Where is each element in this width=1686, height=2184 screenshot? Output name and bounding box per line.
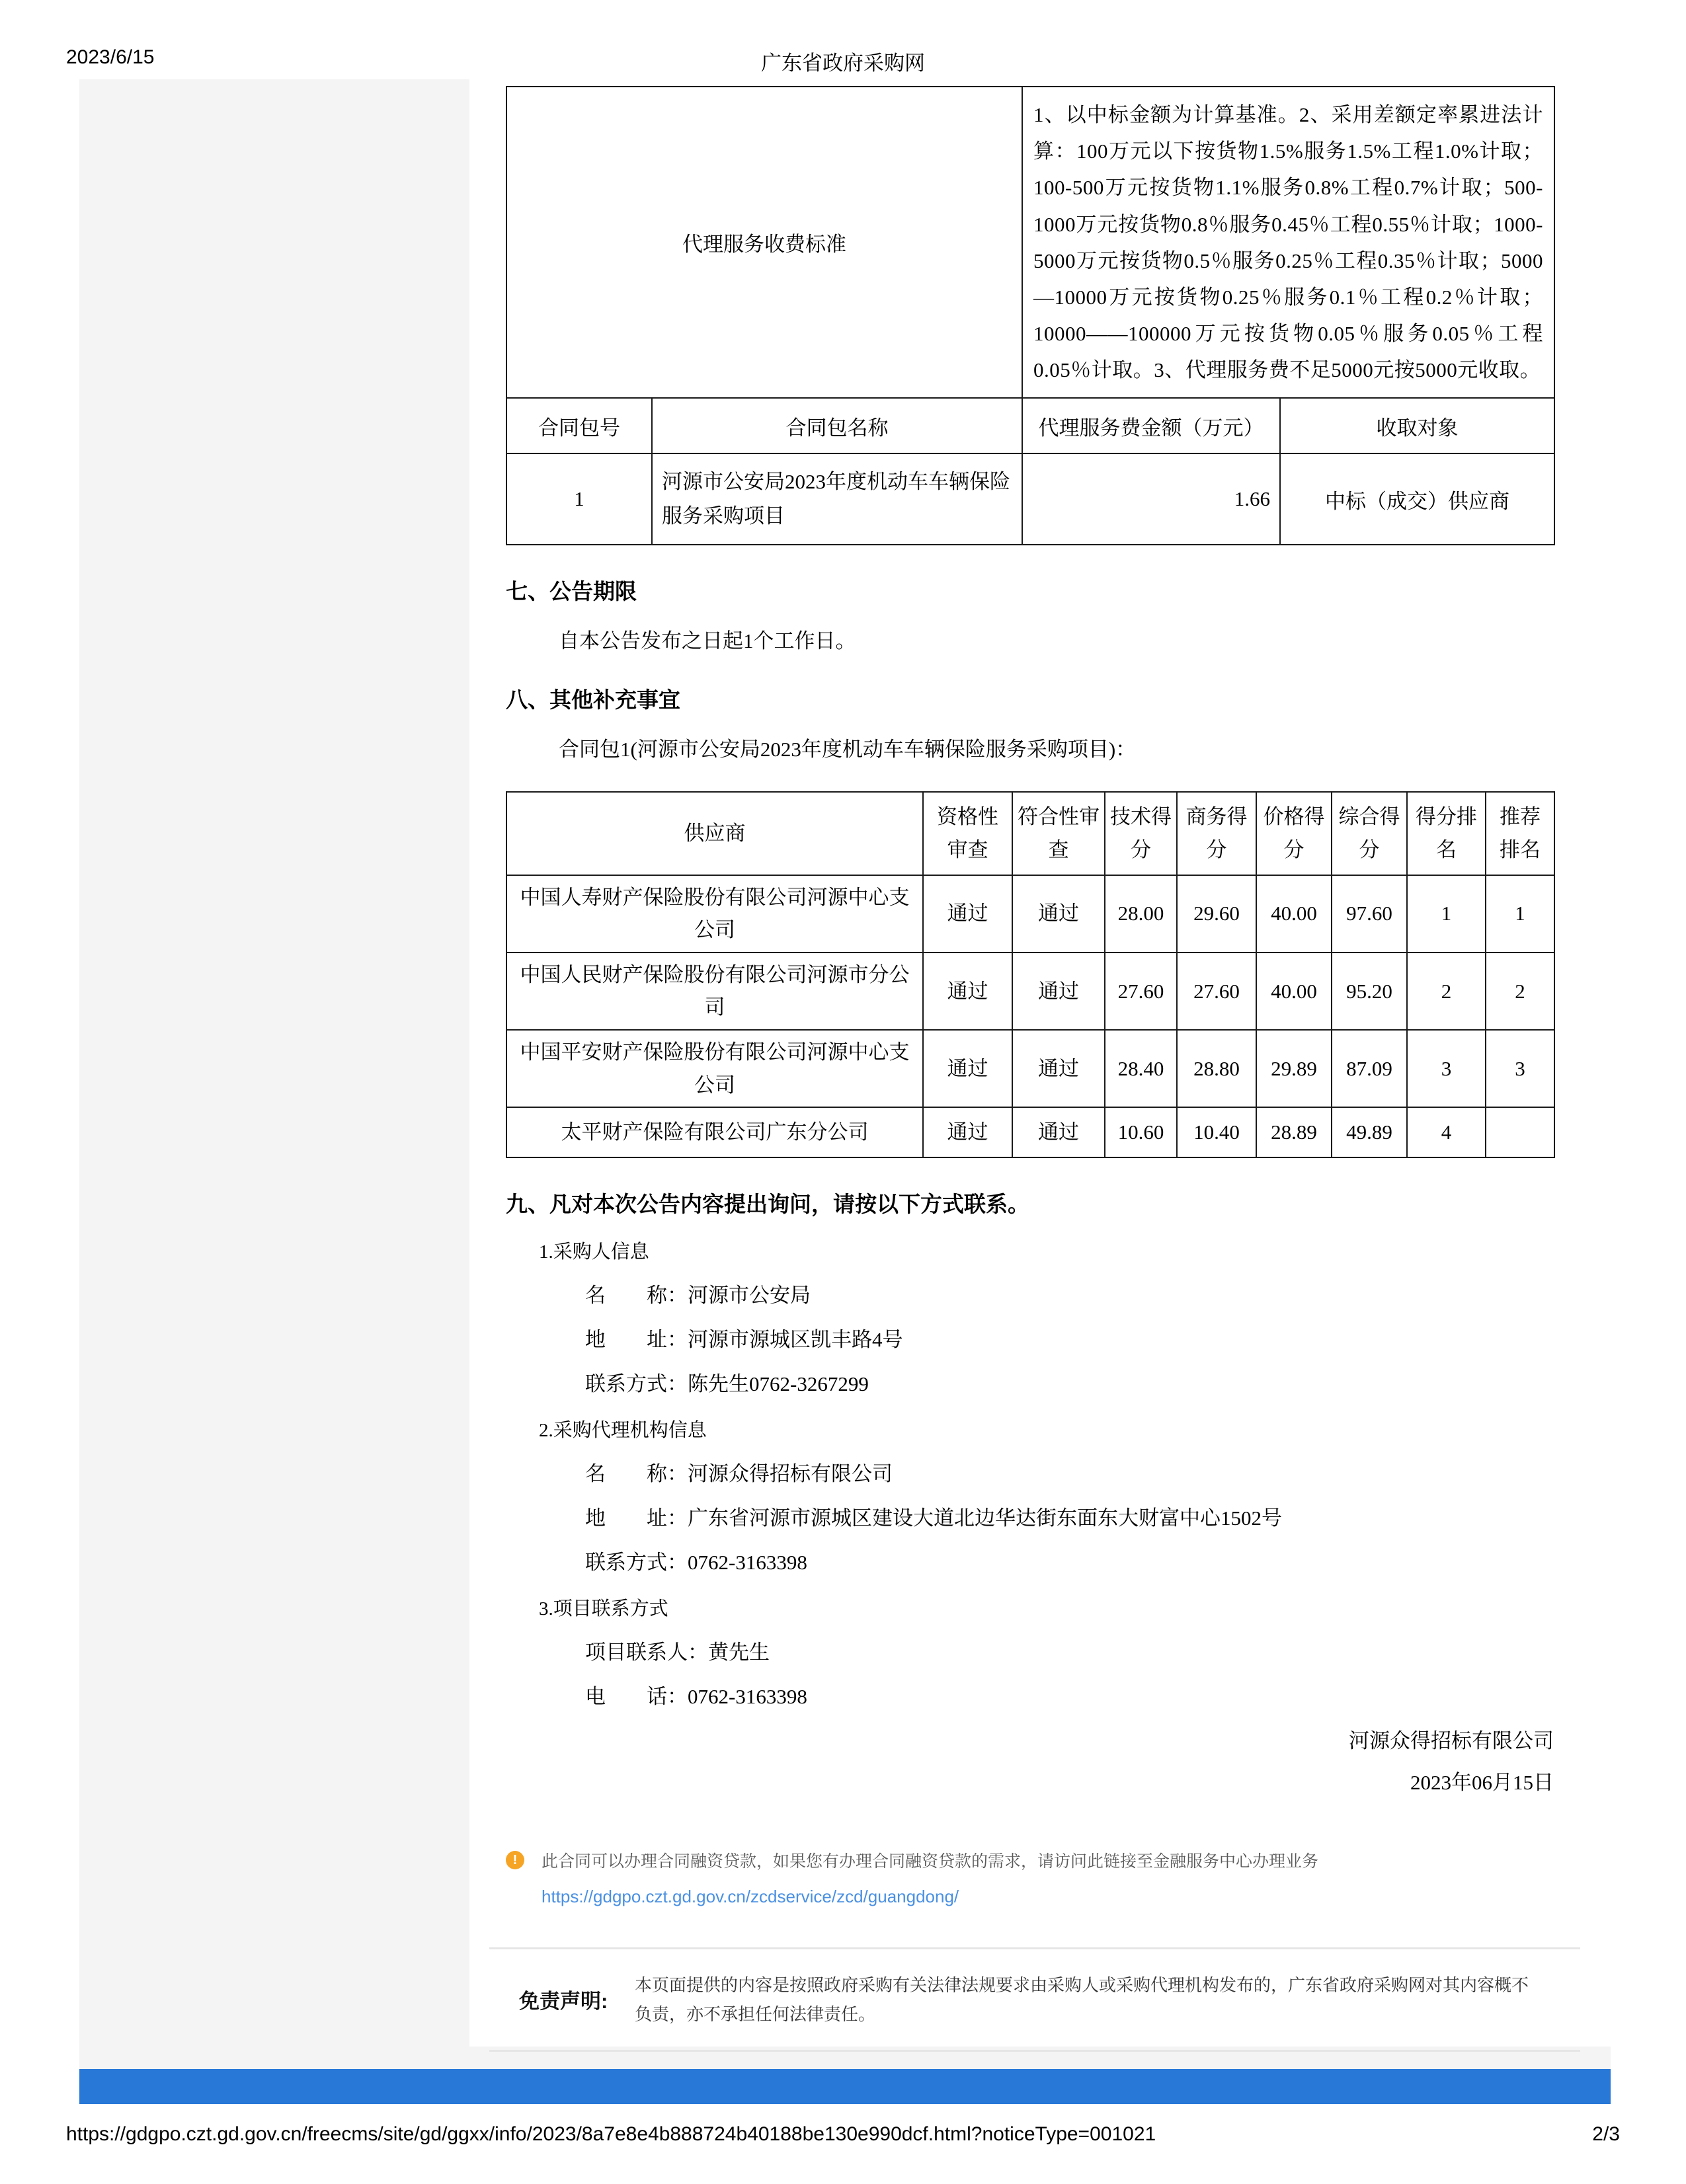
- score-cell: 通过: [1012, 1107, 1105, 1157]
- score-cell: 28.00: [1105, 875, 1177, 953]
- score-cell: 87.09: [1332, 1030, 1407, 1107]
- score-cell: [1486, 1107, 1554, 1157]
- footer-blue-bar: [79, 2069, 1611, 2104]
- agency-address: 地 址：广东省河源市源城区建设大道北边华达街东面东大财富中心1502号: [585, 1506, 1282, 1530]
- column-header: 收取对象: [1280, 398, 1554, 453]
- agency-info-title: 2.采购代理机构信息: [539, 1419, 707, 1441]
- section-9-title: 九、凡对本次公告内容提出询问，请按以下方式联系。: [506, 1192, 1029, 1217]
- signature-date: 2023年06月15日: [1410, 1770, 1554, 1794]
- fee-standard-label: 代理服务收费标准: [506, 87, 1022, 398]
- package-name-cell: 河源市公安局2023年度机动车车辆保险服务采购项目: [652, 453, 1022, 545]
- score-cell: 40.00: [1256, 875, 1332, 953]
- score-cell: 29.89: [1256, 1030, 1332, 1107]
- agency-name: 名 称：河源众得招标有限公司: [585, 1462, 893, 1485]
- score-cell: 通过: [923, 1030, 1012, 1107]
- signature-company: 河源众得招标有限公司: [1349, 1729, 1554, 1752]
- agency-contact: 联系方式：0762-3163398: [585, 1550, 807, 1574]
- score-cell: 通过: [923, 875, 1012, 953]
- score-cell: 2: [1407, 953, 1486, 1030]
- print-header-date: 2023/6/15: [66, 46, 155, 68]
- column-header: 价格得分: [1256, 792, 1332, 875]
- fee-amount-cell: 1.66: [1022, 453, 1280, 545]
- fee-standard-text: 1、以中标金额为计算基准。2、采用差额定率累进法计算：100万元以下按货物1.5%服务1.5%工程1.0%计取；100-500万元按货物1.1%服务0.8%工程0.7%计取；500-1000万元按货物0.8％服务0.45％工程0.55％计取；1000-5000万元按货物0.5％服务0.25％工程0.35％计取；5000—10000万元按货物0.25％服务0.1％工程0.2％计取；10000——100000万元按货物0.05％服务0.05％工程0.05％计取。3、代理服务费不足5000元按5000元收取。: [1022, 87, 1554, 398]
- column-header: 得分排名: [1407, 792, 1486, 875]
- table-row: [506, 1030, 1554, 1107]
- score-cell: 4: [1407, 1107, 1486, 1157]
- score-cell: 1: [1407, 875, 1486, 953]
- fee-payer-cell: 中标（成交）供应商: [1280, 453, 1554, 545]
- section-7-body: 自本公告发布之日起1个工作日。: [559, 629, 856, 653]
- column-header: 合同包名称: [652, 398, 1022, 453]
- score-cell: 29.60: [1177, 875, 1256, 953]
- print-footer-url: https://gdgpo.czt.gd.gov.cn/freecms/site/gd/ggxx/info/2023/8a7e8e4b888724b40188be130e990dcf.html?noticeType=001021: [66, 2123, 1156, 2145]
- table-row: [506, 87, 1554, 398]
- column-header: 技术得分: [1105, 792, 1177, 875]
- disclaimer-label: 免责声明:: [519, 1990, 608, 2013]
- column-header: 推荐排名: [1486, 792, 1554, 875]
- score-cell: 10.40: [1177, 1107, 1256, 1157]
- column-header: 供应商: [506, 792, 923, 875]
- score-cell: 3: [1486, 1030, 1554, 1107]
- score-cell: 10.60: [1105, 1107, 1177, 1157]
- section-8-title: 八、其他补充事宜: [506, 689, 680, 713]
- column-header: 资格性审查: [923, 792, 1012, 875]
- column-header: 综合得分: [1332, 792, 1407, 875]
- table-header-row: [506, 792, 1554, 875]
- table-row: [506, 875, 1554, 953]
- score-cell: 通过: [923, 953, 1012, 1030]
- score-cell: 27.60: [1177, 953, 1256, 1030]
- column-header: 商务得分: [1177, 792, 1256, 875]
- score-cell: 通过: [1012, 875, 1105, 953]
- section-7-title: 七、公告期限: [506, 580, 637, 605]
- table-row: [506, 453, 1554, 545]
- section-8-body: 合同包1(河源市公安局2023年度机动车车辆保险服务采购项目)：: [559, 738, 1137, 761]
- table-row: [506, 1107, 1554, 1157]
- supplier-score-table: [506, 791, 1555, 1157]
- column-header: 合同包号: [506, 398, 652, 453]
- column-header: 代理服务费金额（万元）: [1022, 398, 1280, 453]
- purchaser-name: 名 称：河源市公安局: [585, 1283, 811, 1307]
- score-cell: 97.60: [1332, 875, 1407, 953]
- supplier-name-cell: 中国人民财产保险股份有限公司河源市分公司: [506, 953, 923, 1030]
- purchaser-info-title: 1.采购人信息: [539, 1241, 649, 1263]
- agency-fee-table: [506, 86, 1555, 545]
- purchaser-contact: 联系方式：陈先生0762-3267299: [585, 1372, 869, 1395]
- score-cell: 40.00: [1256, 953, 1332, 1030]
- score-cell: 28.40: [1105, 1030, 1177, 1107]
- score-cell: 95.20: [1332, 953, 1407, 1030]
- loan-notice-text: 此合同可以办理合同融资贷款，如果您有办理合同融资贷款的需求，请访问此链接至金融服务中心办理业务: [542, 1852, 1319, 1871]
- supplier-name-cell: 太平财产保险有限公司广东分公司: [506, 1107, 923, 1157]
- project-contact-title: 3.项目联系方式: [539, 1598, 668, 1619]
- score-cell: 3: [1407, 1030, 1486, 1107]
- score-cell: 2: [1486, 953, 1554, 1030]
- disclaimer-section: [489, 1947, 1580, 2052]
- supplier-name-cell: 中国人寿财产保险股份有限公司河源中心支公司: [506, 875, 923, 953]
- supplier-name-cell: 中国平安财产保险股份有限公司河源中心支公司: [506, 1030, 923, 1107]
- print-header-title: 广东省政府采购网: [761, 52, 925, 75]
- disclaimer-text: 本页面提供的内容是按照政府采购有关法律法规要求由采购人或采购代理机构发布的，广东省政府采购网对其内容概不负责，亦不承担任何法律责任。: [635, 1974, 1529, 2024]
- score-cell: 49.89: [1332, 1107, 1407, 1157]
- score-cell: 28.89: [1256, 1107, 1332, 1157]
- purchaser-address: 地 址：河源市源城区凯丰路4号: [585, 1327, 903, 1351]
- score-cell: 28.80: [1177, 1030, 1256, 1107]
- print-footer-page-number: 2/3: [1592, 2123, 1620, 2145]
- alert-icon: !: [506, 1851, 524, 1869]
- page-sidebar-background: [79, 79, 469, 2069]
- project-contact-person: 项目联系人：黄先生: [585, 1640, 770, 1664]
- score-cell: 1: [1486, 875, 1554, 953]
- signature-block: [506, 1724, 1554, 1795]
- score-cell: 27.60: [1105, 953, 1177, 1030]
- package-number-cell: 1: [506, 453, 652, 545]
- column-header: 符合性审查: [1012, 792, 1105, 875]
- loan-notice: [506, 1848, 1554, 1908]
- score-cell: 通过: [1012, 1030, 1105, 1107]
- finance-service-link[interactable]: https://gdgpo.czt.gd.gov.cn/zcdservice/zcd/guangdong/: [542, 1886, 959, 1906]
- table-header-row: [506, 398, 1554, 453]
- announcement-content: [506, 86, 1554, 2052]
- project-contact-phone: 电 话：0762-3163398: [585, 1684, 807, 1708]
- table-row: [506, 953, 1554, 1030]
- score-cell: 通过: [923, 1107, 1012, 1157]
- score-cell: 通过: [1012, 953, 1105, 1030]
